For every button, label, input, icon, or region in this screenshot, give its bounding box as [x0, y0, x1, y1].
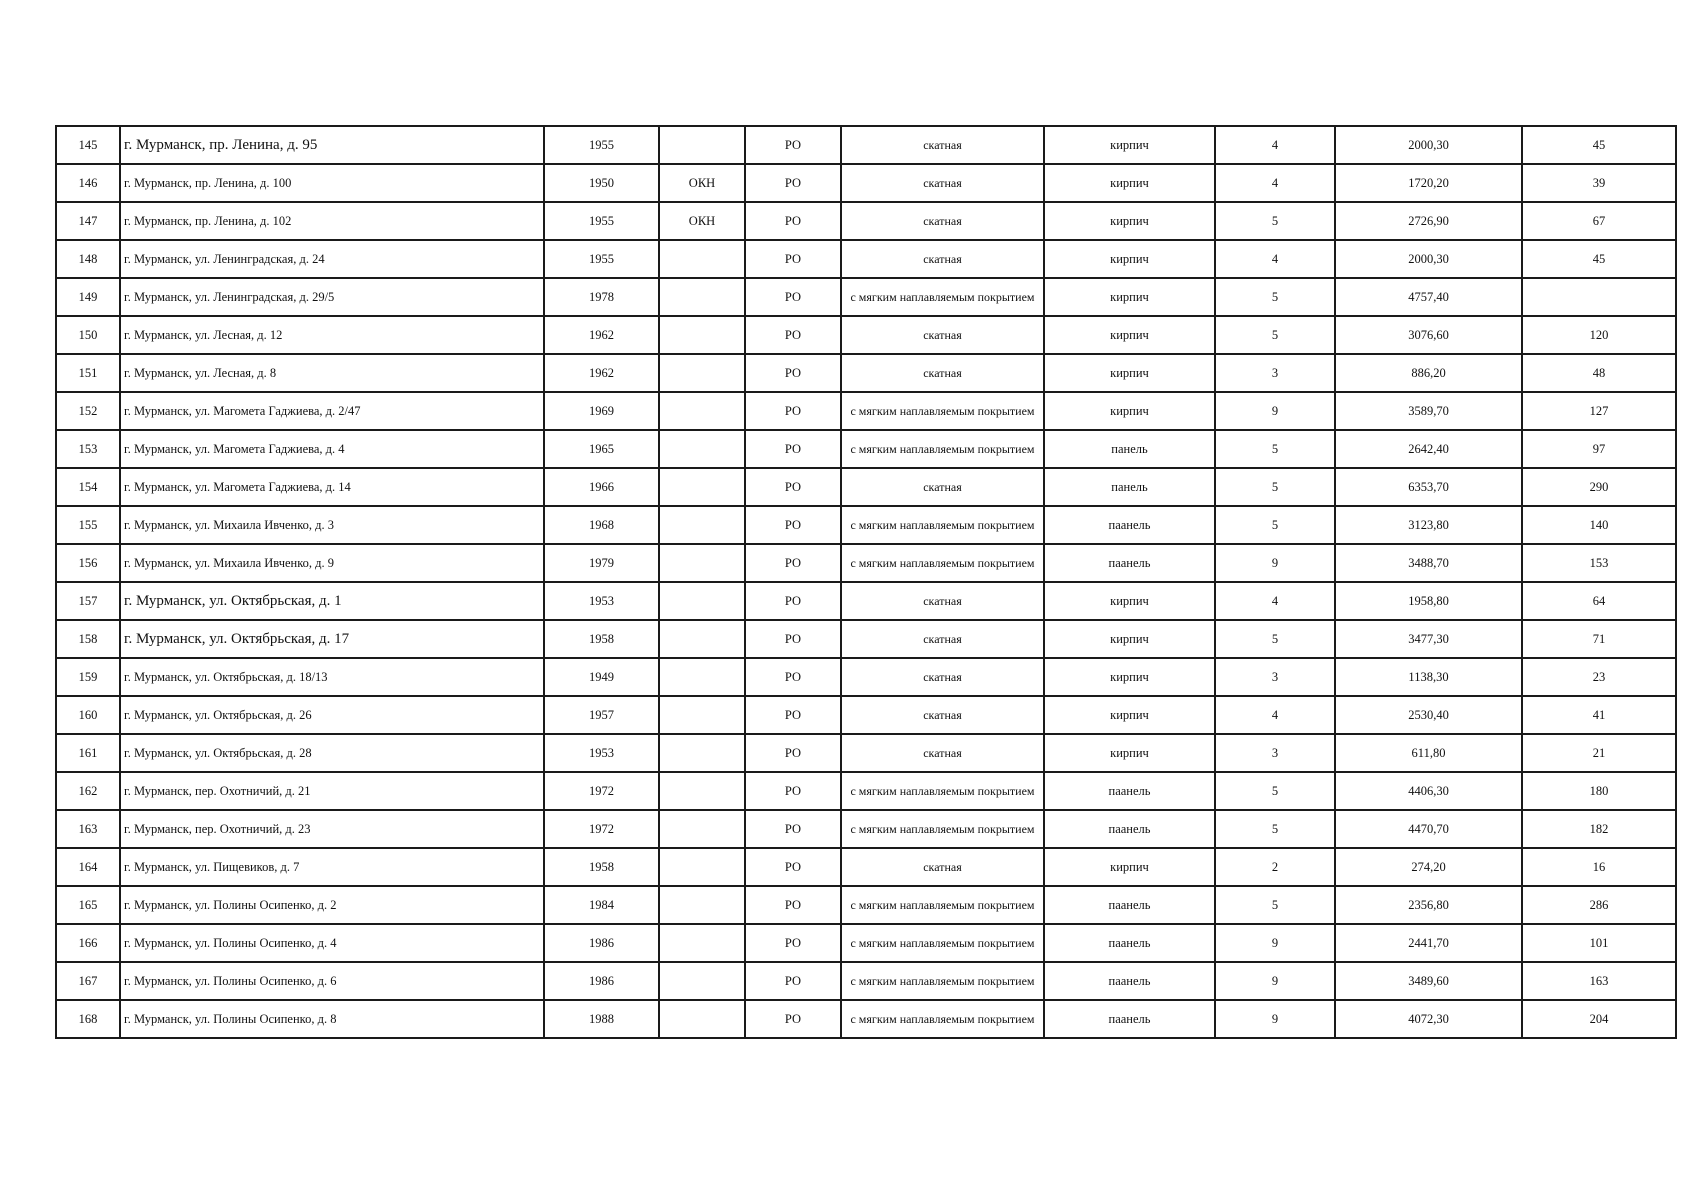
- cell-row-number: 165: [56, 886, 120, 924]
- cell-year: 1972: [544, 772, 659, 810]
- cell-residents: 127: [1522, 392, 1676, 430]
- cell-wall-material: кирпич: [1044, 164, 1215, 202]
- cell-wall-material: кирпич: [1044, 126, 1215, 164]
- cell-ro: РО: [745, 924, 841, 962]
- cell-residents: 21: [1522, 734, 1676, 772]
- cell-year: 1988: [544, 1000, 659, 1038]
- cell-wall-material: паанель: [1044, 810, 1215, 848]
- cell-row-number: 152: [56, 392, 120, 430]
- housing-table: [55, 125, 1677, 1039]
- cell-okn: ОКН: [659, 164, 745, 202]
- cell-row-number: 158: [56, 620, 120, 658]
- cell-roof-type: скатная: [841, 658, 1044, 696]
- cell-address: г. Мурманск, ул. Полины Осипенко, д. 4: [120, 924, 544, 962]
- cell-row-number: 166: [56, 924, 120, 962]
- cell-residents: 39: [1522, 164, 1676, 202]
- cell-okn: [659, 430, 745, 468]
- cell-area: 3076,60: [1335, 316, 1522, 354]
- cell-address: г. Мурманск, ул. Полины Осипенко, д. 2: [120, 886, 544, 924]
- cell-ro: РО: [745, 164, 841, 202]
- table-row: [56, 392, 1676, 430]
- cell-year: 1979: [544, 544, 659, 582]
- cell-year: 1953: [544, 734, 659, 772]
- cell-residents: 48: [1522, 354, 1676, 392]
- cell-address: г. Мурманск, ул. Магомета Гаджиева, д. 2/47: [120, 392, 544, 430]
- cell-wall-material: паанель: [1044, 924, 1215, 962]
- cell-year: 1969: [544, 392, 659, 430]
- cell-year: 1958: [544, 848, 659, 886]
- cell-okn: [659, 354, 745, 392]
- cell-okn: [659, 126, 745, 164]
- cell-address: г. Мурманск, ул. Ленинградская, д. 24: [120, 240, 544, 278]
- cell-address: г. Мурманск, ул. Октябрьская, д. 1: [120, 582, 544, 620]
- cell-floors: 3: [1215, 354, 1335, 392]
- cell-floors: 5: [1215, 468, 1335, 506]
- cell-ro: РО: [745, 772, 841, 810]
- cell-address: г. Мурманск, пр. Ленина, д. 95: [120, 126, 544, 164]
- cell-ro: РО: [745, 468, 841, 506]
- cell-area: 6353,70: [1335, 468, 1522, 506]
- cell-okn: [659, 962, 745, 1000]
- cell-row-number: 150: [56, 316, 120, 354]
- table-row: [56, 278, 1676, 316]
- cell-wall-material: паанель: [1044, 544, 1215, 582]
- table-row: [56, 430, 1676, 468]
- cell-wall-material: паанель: [1044, 1000, 1215, 1038]
- cell-row-number: 159: [56, 658, 120, 696]
- cell-ro: РО: [745, 392, 841, 430]
- cell-ro: РО: [745, 734, 841, 772]
- cell-year: 1966: [544, 468, 659, 506]
- cell-okn: [659, 316, 745, 354]
- cell-roof-type: скатная: [841, 734, 1044, 772]
- cell-ro: РО: [745, 202, 841, 240]
- cell-ro: РО: [745, 544, 841, 582]
- table-row: [56, 620, 1676, 658]
- cell-ro: РО: [745, 126, 841, 164]
- cell-address: г. Мурманск, ул. Михаила Ивченко, д. 3: [120, 506, 544, 544]
- cell-year: 1955: [544, 240, 659, 278]
- cell-floors: 5: [1215, 278, 1335, 316]
- cell-roof-type: с мягким наплавляемым покрытием: [841, 772, 1044, 810]
- cell-residents: 71: [1522, 620, 1676, 658]
- cell-floors: 4: [1215, 126, 1335, 164]
- cell-area: 2642,40: [1335, 430, 1522, 468]
- cell-ro: РО: [745, 506, 841, 544]
- cell-floors: 9: [1215, 924, 1335, 962]
- cell-row-number: 146: [56, 164, 120, 202]
- cell-area: 2530,40: [1335, 696, 1522, 734]
- cell-roof-type: скатная: [841, 848, 1044, 886]
- table-row: [56, 810, 1676, 848]
- cell-floors: 3: [1215, 734, 1335, 772]
- cell-address: г. Мурманск, ул. Октябрьская, д. 18/13: [120, 658, 544, 696]
- cell-area: 886,20: [1335, 354, 1522, 392]
- cell-area: 3489,60: [1335, 962, 1522, 1000]
- cell-ro: РО: [745, 810, 841, 848]
- cell-wall-material: кирпич: [1044, 202, 1215, 240]
- cell-address: г. Мурманск, ул. Пищевиков, д. 7: [120, 848, 544, 886]
- cell-row-number: 154: [56, 468, 120, 506]
- table-row: [56, 886, 1676, 924]
- cell-floors: 5: [1215, 506, 1335, 544]
- cell-residents: 97: [1522, 430, 1676, 468]
- cell-ro: РО: [745, 696, 841, 734]
- cell-residents: 290: [1522, 468, 1676, 506]
- cell-roof-type: с мягким наплавляемым покрытием: [841, 810, 1044, 848]
- cell-area: 611,80: [1335, 734, 1522, 772]
- cell-row-number: 168: [56, 1000, 120, 1038]
- cell-roof-type: с мягким наплавляемым покрытием: [841, 924, 1044, 962]
- cell-floors: 9: [1215, 1000, 1335, 1038]
- table-row: [56, 354, 1676, 392]
- cell-floors: 9: [1215, 544, 1335, 582]
- cell-okn: [659, 810, 745, 848]
- cell-wall-material: панель: [1044, 468, 1215, 506]
- cell-address: г. Мурманск, ул. Михаила Ивченко, д. 9: [120, 544, 544, 582]
- cell-roof-type: с мягким наплавляемым покрытием: [841, 278, 1044, 316]
- cell-floors: 5: [1215, 810, 1335, 848]
- cell-floors: 5: [1215, 316, 1335, 354]
- cell-roof-type: скатная: [841, 620, 1044, 658]
- cell-row-number: 160: [56, 696, 120, 734]
- table-row: [56, 544, 1676, 582]
- cell-residents: 120: [1522, 316, 1676, 354]
- cell-ro: РО: [745, 962, 841, 1000]
- cell-address: г. Мурманск, ул. Лесная, д. 8: [120, 354, 544, 392]
- cell-floors: 5: [1215, 886, 1335, 924]
- cell-row-number: 164: [56, 848, 120, 886]
- table-row: [56, 316, 1676, 354]
- cell-roof-type: с мягким наплавляемым покрытием: [841, 886, 1044, 924]
- table-row: [56, 772, 1676, 810]
- table-row: [56, 506, 1676, 544]
- cell-wall-material: кирпич: [1044, 316, 1215, 354]
- cell-address: г. Мурманск, ул. Магомета Гаджиева, д. 14: [120, 468, 544, 506]
- cell-floors: 9: [1215, 962, 1335, 1000]
- cell-row-number: 162: [56, 772, 120, 810]
- cell-address: г. Мурманск, ул. Ленинградская, д. 29/5: [120, 278, 544, 316]
- cell-floors: 4: [1215, 696, 1335, 734]
- cell-residents: 45: [1522, 240, 1676, 278]
- cell-area: 1138,30: [1335, 658, 1522, 696]
- cell-area: 3488,70: [1335, 544, 1522, 582]
- cell-ro: РО: [745, 354, 841, 392]
- cell-floors: 5: [1215, 772, 1335, 810]
- cell-ro: РО: [745, 430, 841, 468]
- cell-address: г. Мурманск, ул. Октябрьская, д. 26: [120, 696, 544, 734]
- cell-residents: 41: [1522, 696, 1676, 734]
- cell-row-number: 145: [56, 126, 120, 164]
- cell-address: г. Мурманск, ул. Октябрьская, д. 17: [120, 620, 544, 658]
- cell-okn: [659, 658, 745, 696]
- cell-residents: 163: [1522, 962, 1676, 1000]
- cell-year: 1978: [544, 278, 659, 316]
- cell-row-number: 156: [56, 544, 120, 582]
- cell-year: 1986: [544, 924, 659, 962]
- cell-residents: 45: [1522, 126, 1676, 164]
- cell-wall-material: кирпич: [1044, 278, 1215, 316]
- cell-year: 1972: [544, 810, 659, 848]
- cell-ro: РО: [745, 240, 841, 278]
- cell-address: г. Мурманск, ул. Октябрьская, д. 28: [120, 734, 544, 772]
- cell-roof-type: скатная: [841, 164, 1044, 202]
- table-row: [56, 1000, 1676, 1038]
- cell-residents: 180: [1522, 772, 1676, 810]
- cell-residents: 153: [1522, 544, 1676, 582]
- table-row: [56, 202, 1676, 240]
- cell-floors: 5: [1215, 202, 1335, 240]
- cell-wall-material: паанель: [1044, 772, 1215, 810]
- cell-roof-type: с мягким наплавляемым покрытием: [841, 392, 1044, 430]
- cell-row-number: 151: [56, 354, 120, 392]
- cell-year: 1984: [544, 886, 659, 924]
- cell-wall-material: кирпич: [1044, 582, 1215, 620]
- cell-okn: [659, 772, 745, 810]
- cell-address: г. Мурманск, ул. Полины Осипенко, д. 6: [120, 962, 544, 1000]
- cell-year: 1953: [544, 582, 659, 620]
- table-row: [56, 848, 1676, 886]
- cell-area: 4072,30: [1335, 1000, 1522, 1038]
- cell-okn: [659, 886, 745, 924]
- cell-wall-material: кирпич: [1044, 734, 1215, 772]
- table-row: [56, 924, 1676, 962]
- cell-roof-type: с мягким наплавляемым покрытием: [841, 430, 1044, 468]
- cell-area: 3123,80: [1335, 506, 1522, 544]
- cell-year: 1962: [544, 316, 659, 354]
- cell-okn: [659, 544, 745, 582]
- cell-okn: [659, 468, 745, 506]
- cell-ro: РО: [745, 620, 841, 658]
- table-row: [56, 734, 1676, 772]
- cell-row-number: 161: [56, 734, 120, 772]
- cell-okn: [659, 506, 745, 544]
- cell-year: 1958: [544, 620, 659, 658]
- cell-residents: 204: [1522, 1000, 1676, 1038]
- cell-wall-material: кирпич: [1044, 696, 1215, 734]
- cell-area: 3589,70: [1335, 392, 1522, 430]
- cell-residents: 182: [1522, 810, 1676, 848]
- cell-okn: [659, 848, 745, 886]
- cell-wall-material: кирпич: [1044, 354, 1215, 392]
- cell-wall-material: кирпич: [1044, 620, 1215, 658]
- cell-okn: [659, 392, 745, 430]
- cell-roof-type: с мягким наплавляемым покрытием: [841, 506, 1044, 544]
- cell-wall-material: паанель: [1044, 962, 1215, 1000]
- cell-row-number: 147: [56, 202, 120, 240]
- table-row: [56, 582, 1676, 620]
- cell-floors: 5: [1215, 430, 1335, 468]
- cell-floors: 4: [1215, 240, 1335, 278]
- cell-floors: 5: [1215, 620, 1335, 658]
- cell-residents: 101: [1522, 924, 1676, 962]
- cell-area: 4757,40: [1335, 278, 1522, 316]
- table-row: [56, 696, 1676, 734]
- table-row: [56, 126, 1676, 164]
- cell-address: г. Мурманск, ул. Магомета Гаджиева, д. 4: [120, 430, 544, 468]
- cell-floors: 2: [1215, 848, 1335, 886]
- cell-residents: 140: [1522, 506, 1676, 544]
- cell-wall-material: кирпич: [1044, 392, 1215, 430]
- cell-roof-type: с мягким наплавляемым покрытием: [841, 962, 1044, 1000]
- cell-ro: РО: [745, 886, 841, 924]
- cell-wall-material: кирпич: [1044, 848, 1215, 886]
- cell-year: 1965: [544, 430, 659, 468]
- cell-area: 2356,80: [1335, 886, 1522, 924]
- cell-year: 1957: [544, 696, 659, 734]
- cell-okn: [659, 582, 745, 620]
- cell-ro: РО: [745, 582, 841, 620]
- cell-residents: 64: [1522, 582, 1676, 620]
- cell-address: г. Мурманск, ул. Полины Осипенко, д. 8: [120, 1000, 544, 1038]
- cell-area: 2000,30: [1335, 240, 1522, 278]
- cell-floors: 4: [1215, 164, 1335, 202]
- cell-row-number: 157: [56, 582, 120, 620]
- cell-row-number: 148: [56, 240, 120, 278]
- cell-address: г. Мурманск, пер. Охотничий, д. 21: [120, 772, 544, 810]
- cell-row-number: 167: [56, 962, 120, 1000]
- cell-roof-type: скатная: [841, 354, 1044, 392]
- cell-ro: РО: [745, 278, 841, 316]
- cell-row-number: 153: [56, 430, 120, 468]
- cell-ro: РО: [745, 1000, 841, 1038]
- cell-wall-material: паанель: [1044, 886, 1215, 924]
- cell-wall-material: паанель: [1044, 506, 1215, 544]
- cell-residents: 286: [1522, 886, 1676, 924]
- cell-area: 4470,70: [1335, 810, 1522, 848]
- cell-year: 1955: [544, 202, 659, 240]
- cell-roof-type: скатная: [841, 468, 1044, 506]
- cell-area: 2441,70: [1335, 924, 1522, 962]
- cell-area: 2000,30: [1335, 126, 1522, 164]
- cell-ro: РО: [745, 848, 841, 886]
- cell-ro: РО: [745, 316, 841, 354]
- cell-roof-type: скатная: [841, 240, 1044, 278]
- table-row: [56, 962, 1676, 1000]
- cell-address: г. Мурманск, ул. Лесная, д. 12: [120, 316, 544, 354]
- table-body: [56, 126, 1676, 1038]
- cell-residents: [1522, 278, 1676, 316]
- table-row: [56, 658, 1676, 696]
- cell-roof-type: скатная: [841, 202, 1044, 240]
- cell-year: 1962: [544, 354, 659, 392]
- cell-residents: 16: [1522, 848, 1676, 886]
- cell-address: г. Мурманск, пр. Ленина, д. 100: [120, 164, 544, 202]
- cell-row-number: 149: [56, 278, 120, 316]
- cell-row-number: 163: [56, 810, 120, 848]
- table-row: [56, 164, 1676, 202]
- cell-area: 3477,30: [1335, 620, 1522, 658]
- cell-wall-material: кирпич: [1044, 240, 1215, 278]
- cell-roof-type: с мягким наплавляемым покрытием: [841, 544, 1044, 582]
- cell-okn: [659, 278, 745, 316]
- cell-roof-type: скатная: [841, 582, 1044, 620]
- cell-row-number: 155: [56, 506, 120, 544]
- cell-area: 4406,30: [1335, 772, 1522, 810]
- cell-year: 1968: [544, 506, 659, 544]
- cell-address: г. Мурманск, пр. Ленина, д. 102: [120, 202, 544, 240]
- cell-roof-type: скатная: [841, 126, 1044, 164]
- cell-area: 1958,80: [1335, 582, 1522, 620]
- cell-area: 2726,90: [1335, 202, 1522, 240]
- cell-area: 274,20: [1335, 848, 1522, 886]
- cell-okn: [659, 240, 745, 278]
- cell-residents: 67: [1522, 202, 1676, 240]
- cell-year: 1955: [544, 126, 659, 164]
- cell-floors: 4: [1215, 582, 1335, 620]
- cell-okn: [659, 696, 745, 734]
- cell-ro: РО: [745, 658, 841, 696]
- cell-okn: ОКН: [659, 202, 745, 240]
- cell-okn: [659, 620, 745, 658]
- cell-floors: 3: [1215, 658, 1335, 696]
- cell-year: 1950: [544, 164, 659, 202]
- cell-year: 1986: [544, 962, 659, 1000]
- cell-wall-material: кирпич: [1044, 658, 1215, 696]
- cell-okn: [659, 734, 745, 772]
- cell-okn: [659, 924, 745, 962]
- cell-wall-material: панель: [1044, 430, 1215, 468]
- cell-roof-type: с мягким наплавляемым покрытием: [841, 1000, 1044, 1038]
- cell-roof-type: скатная: [841, 696, 1044, 734]
- cell-area: 1720,20: [1335, 164, 1522, 202]
- cell-year: 1949: [544, 658, 659, 696]
- cell-roof-type: скатная: [841, 316, 1044, 354]
- cell-floors: 9: [1215, 392, 1335, 430]
- cell-okn: [659, 1000, 745, 1038]
- cell-residents: 23: [1522, 658, 1676, 696]
- table-row: [56, 468, 1676, 506]
- cell-address: г. Мурманск, пер. Охотничий, д. 23: [120, 810, 544, 848]
- table-row: [56, 240, 1676, 278]
